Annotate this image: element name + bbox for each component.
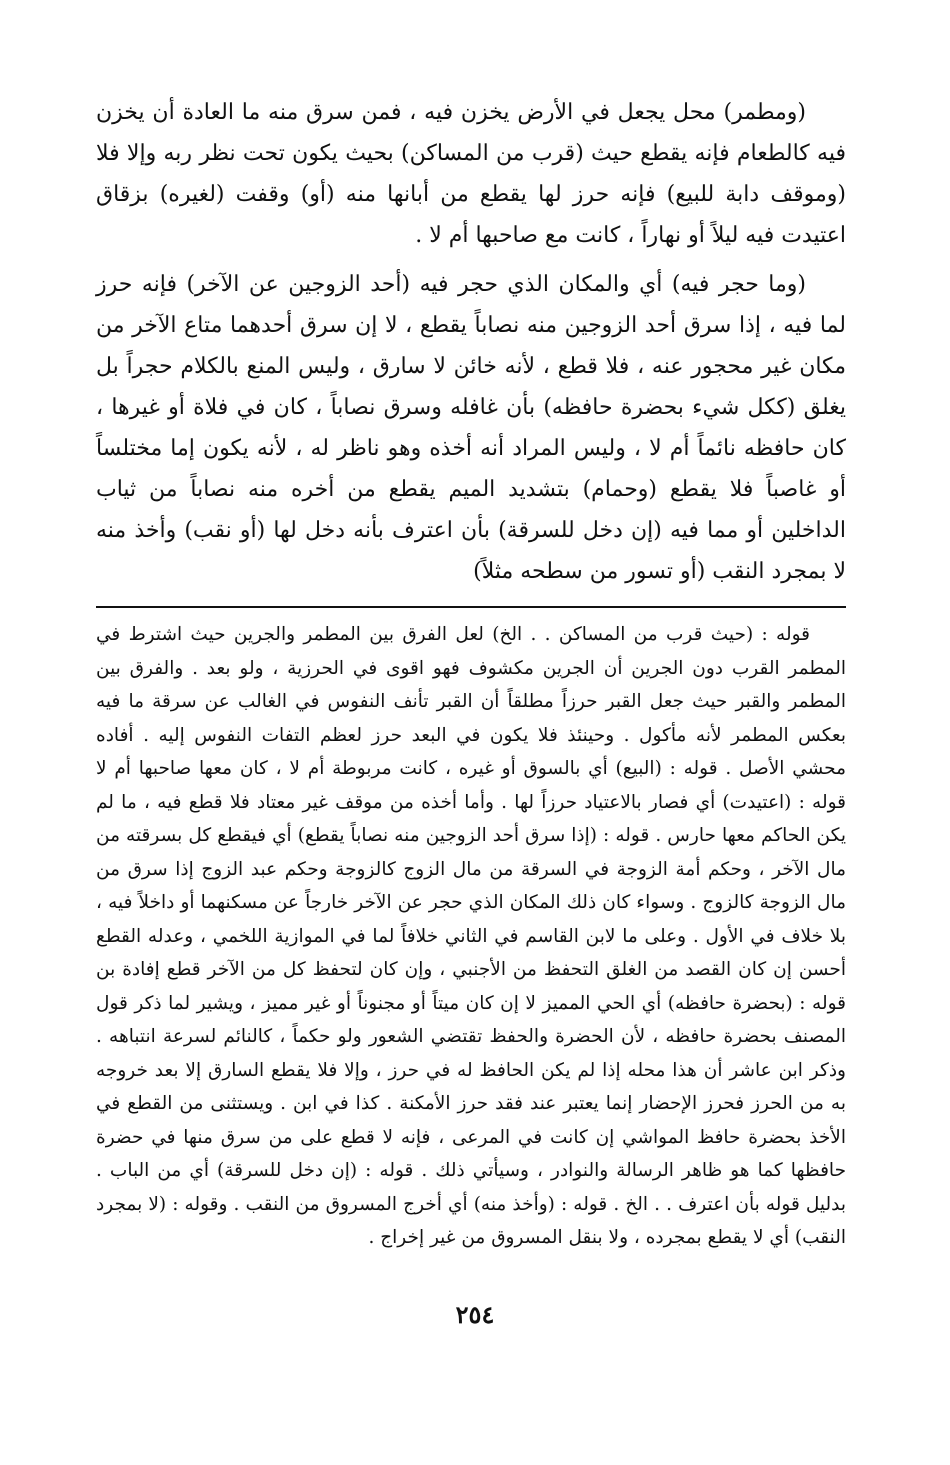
footnote-text: قوله : (حيث قرب من المساكن . . الخ) لعل الفرق بين المطمر والجرين حيث اشترط في المطمر القرب دون الجرين أن الجرين مكشوف فهو اقوى في الحرزية ، ولو بعد . والفرق بين المطمر والقبر حيث جعل القبر حرزاً مطلقاً أن القبر تأنف النفوس في الغالب عن سرقة ما فيه بعكس المطمر لأنه مأكول . وحينئذ فلا يكون في البعد حرز لعظم التفات النفوس إليه . أفاده محشي الأصل . قوله : (البيع) أي بالسوق أو غيره ، كانت مربوطة أم لا ، كان معها صاحبها أم لا قوله : (اعتيدت) أي فصار بالاعتياد حرزاً لها . وأما أخذه من موقف غير معتاد فلا قطع فيه ، ما لم يكن الحاكم معها حارس . قوله : (إذا سرق أحد الزوجين منه نصاباً يقطع) أي فيقطع كل بسرقته من مال الآخر ، وحكم أمة الزوجة في السرقة من مال الزوج كالزوجة وحكم عبد الزوج إذا سرق من مال الزوجة كالزوج . وسواء كان ذلك المكان الذي حجر عن الآخر خارجاً عن مسكنهما أو داخلاً فيه ، بلا خلاف في الأول . وعلى ما لابن القاسم في الثاني خلافاً لما في الموازية اللخمي ، وعدله القطع أحسن إن كان القصد من الغلق التحفظ من الأجنبي ، وإن كان لتحفظ كل من الآخر قطع إفادة بن قوله : (بحضرة حافظه) أي الحي المميز لا إن كان ميتاً أو مجنوناً أو غير مميز ، ويشير لما ذكر قول المصنف بحضرة حافظه ، لأن الحضرة والحفظ تقتضي الشعور ولو حكماً ، كالنائم لسرعة انتباهه . وذكر ابن عاشر أن هذا محله إذا لم يكن الحافظ له في حرز ، وإلا فلا يقطع السارق إلا بعد خروجه به من الحرز فحرز الإحضار إنما يعتبر عند فقد حرز الأمكنة . كذا في ابن . ويستثنى من القطع في الأخذ بحضرة حافظ المواشي إن كانت في المرعى ، فإنه لا قطع على من سرق منها في حضرة حافظها كما هو ظاهر الرسالة والنوادر ، وسيأتي ذلك . قوله : (إن دخل للسرقة) أي من الباب . بدليل قوله بأن اعترف . . الخ . قوله : (وأخذ منه) أي أخرج المسروق من النقب . وقوله : (لا بمجرد النقب) أي لا يقطع بمجرده ، ولا بنقل المسروق من غير إخراج . bbox=[96, 624, 846, 1248]
page-number: ٢٥٤ bbox=[455, 1300, 495, 1329]
main-paragraph-2: (وما حجر فيه) أي والمكان الذي حجر فيه (أحد الزوجين عن الآخر) فإنه حرز لما فيه ، إذا سرق أحد الزوجين منه نصاباً يقطع ، لا إن سرق أحدهما متاع الآخر من مكان غير محجور عنه ، فلا قطع ، لأنه خائن لا سارق ، وليس المنع بالكلام حجراً بل يغلق (ككل شيء بحضرة حافظه) بأن غافله وسرق نصاباً ، كان في فلاة أو غيرها ، كان حافظه نائماً أم لا ، وليس المراد أنه أخذه وهو ناظر له ، لأنه يكون إما مختلساً أو غاصباً فلا يقطع (وحمام) بتشديد الميم يقطع من أخره منه نصاباً من ثياب الداخلين أو مما فيه (إن دخل للسرقة) بأن اعترف بأنه دخل لها (أو نقب) وأخذ منه لا بمجرد النقب (أو تسور من سطحه مثلاً) bbox=[96, 272, 846, 584]
footnotes bbox=[96, 618, 846, 1255]
footnote-divider bbox=[96, 606, 846, 608]
main-text bbox=[96, 92, 846, 592]
page-body bbox=[96, 92, 846, 1255]
main-paragraph-1: (ومطمر) محل يجعل في الأرض يخزن فيه ، فمن سرق منه ما العادة أن يخزن فيه كالطعام فإنه يقطع حيث (قرب من المساكن) بحيث يكون تحت نظر ربه وإلا فلا (وموقف دابة للبيع) فإنه حرز لها يقطع من أبانها منه (أو) وقفت (لغيره) بزقاق اعتيدت فيه ليلاً أو نهاراً ، كانت مع صاحبها أم لا . bbox=[96, 100, 846, 248]
